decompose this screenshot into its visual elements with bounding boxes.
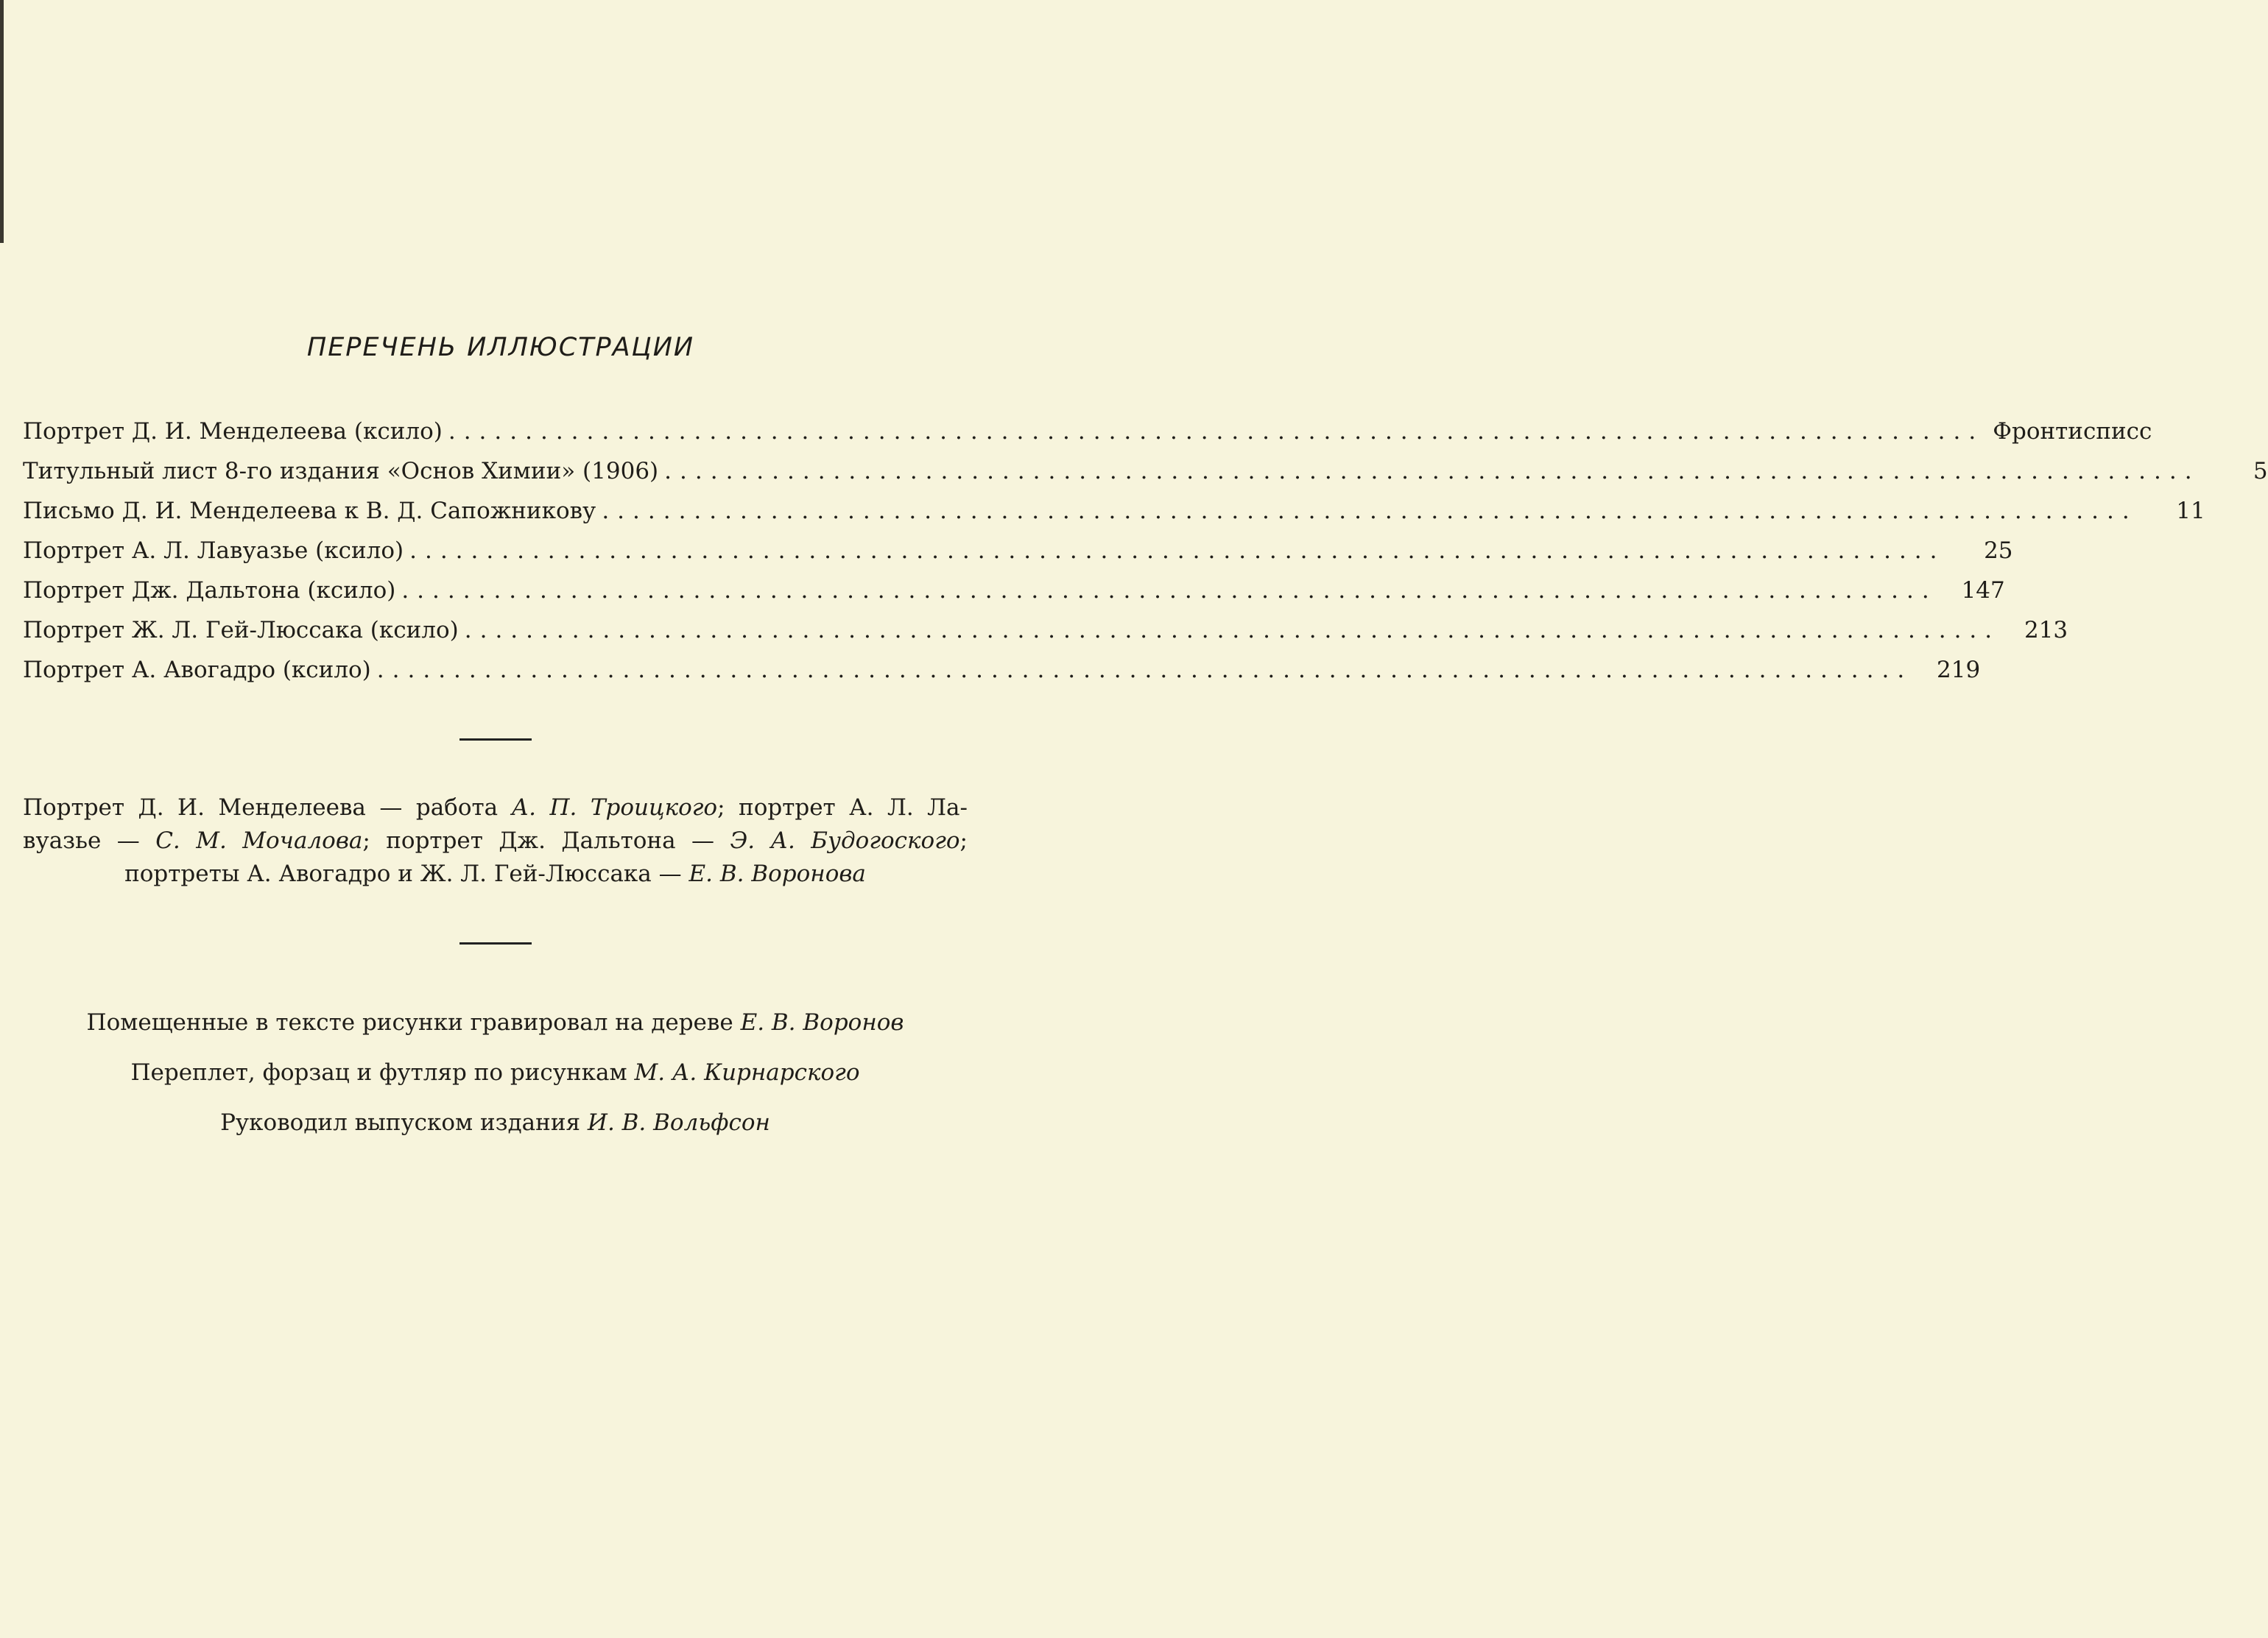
list-item-page: 5 <box>2253 458 2268 484</box>
section-divider <box>459 942 532 945</box>
credits-line <box>23 791 968 825</box>
credits-text: ; <box>959 827 968 854</box>
artist-name: А. П. Троицкого <box>511 794 718 821</box>
list-item-title: Портрет А. Л. Лавуазье (ксило) <box>23 537 404 564</box>
list-item-page: 11 <box>2176 498 2205 524</box>
dot-leader: .................................................................................................... <box>464 617 2001 643</box>
artist-name: Е. В. Воронова <box>688 861 866 887</box>
list-item-title: Портрет Д. И. Менделеева (ксило) <box>23 418 443 445</box>
credits-line <box>23 825 968 858</box>
list-item-page: 25 <box>1984 537 2013 564</box>
list-item-title: Письмо Д. И. Менделеева к В. Д. Сапожникову <box>23 498 596 524</box>
credits-text: ; портрет А. Л. Ла- <box>717 794 968 821</box>
imprint-text: Руководил выпуском издания <box>220 1109 581 1136</box>
dot-leader: .................................................................................................... <box>401 577 1937 604</box>
dot-leader: .................................................................................................... <box>602 498 2138 524</box>
credits-text: вуазье — <box>23 827 140 854</box>
list-item-title: Портрет Дж. Дальтона (ксило) <box>23 577 396 604</box>
page-edge <box>0 0 4 243</box>
credits-text: Портрет Д. И. Менделеева — работа <box>23 794 499 821</box>
credits-text: портреты А. Авогадро и Ж. Л. Гей-Люссака — <box>124 861 682 887</box>
list-item <box>23 458 2268 498</box>
list-item-title: Портрет Ж. Л. Гей-Люссака (ксило) <box>23 617 459 643</box>
list-item <box>23 498 2205 537</box>
imprint-text: Переплет, форзац и футляр по рисункам <box>130 1059 627 1086</box>
imprint <box>0 998 990 1148</box>
list-item <box>23 617 2068 657</box>
engraver-name: Е. В. Воронов <box>740 1009 904 1036</box>
imprint-line-engraver <box>0 998 990 1048</box>
binding-artist-name: М. А. Кирнарского <box>634 1059 860 1086</box>
list-item-page: 219 <box>1937 657 1981 683</box>
credits-line <box>23 858 968 891</box>
list-item <box>23 418 2152 458</box>
dot-leader: .................................................................................................... <box>664 458 2200 484</box>
list-item-page: Фронтисписс <box>1993 418 2152 445</box>
imprint-text: Помещенные в тексте рисунки гравировал на дереве <box>86 1009 733 1036</box>
list-item-page: 147 <box>1961 577 2005 604</box>
artist-name: С. М. Мочалова <box>155 827 363 854</box>
illustrations-list <box>23 418 2268 696</box>
list-item-title: Портрет А. Авогадро (ксило) <box>23 657 371 683</box>
dot-leader: .................................................................................................... <box>409 537 1945 564</box>
list-item-page: 213 <box>2024 617 2068 643</box>
dot-leader: .................................................................................................... <box>376 657 1913 683</box>
section-divider <box>459 738 532 741</box>
imprint-line-editor <box>0 1098 990 1148</box>
list-item <box>23 657 1981 696</box>
list-item <box>23 537 2013 577</box>
page-title: ПЕРЕЧЕНЬ ИЛЛЮСТРАЦИИ <box>306 333 695 362</box>
list-item <box>23 577 2005 617</box>
credits-text: ; портрет Дж. Дальтона — <box>362 827 715 854</box>
dot-leader: .................................................................................................... <box>448 418 1984 445</box>
editor-name: И. В. Вольфсон <box>587 1109 770 1136</box>
portrait-credits <box>23 791 968 891</box>
imprint-line-binding <box>0 1048 990 1098</box>
list-item-title: Титульный лист 8-го издания «Основ Химии» (1906) <box>23 458 659 484</box>
artist-name: Э. А. Будогоского <box>730 827 960 854</box>
